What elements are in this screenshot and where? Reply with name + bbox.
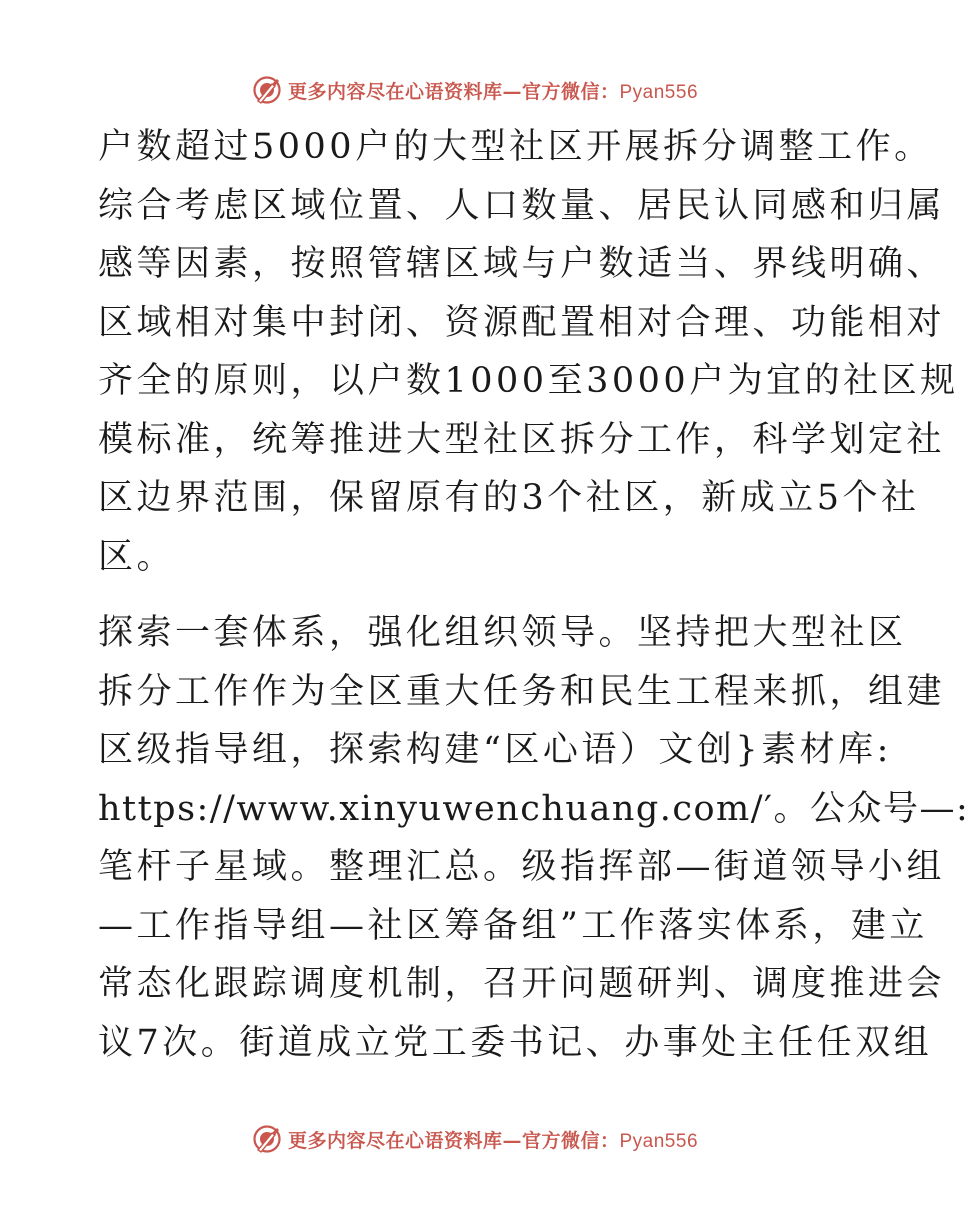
paragraph-gap — [98, 586, 858, 604]
text-line: 模标准，统筹推进大型社区拆分工作，科学划定社 — [98, 419, 946, 460]
text-line: —工作指导组—社区筹备组”工作落实体系，建立 — [98, 905, 928, 946]
header-watermark — [0, 70, 950, 110]
text-line: 齐全的原则，以户数1000至3000户为宜的社区规 — [98, 361, 959, 401]
text-line: 拆分工作作为全区重大任务和民生工程来抓，组建 — [98, 671, 946, 712]
pen-logo-icon — [252, 1124, 282, 1154]
text-line: 区域相对集中封闭、资源配置相对合理、功能相对 — [98, 302, 946, 343]
footer-watermark — [0, 1119, 950, 1159]
text-line: 议7次。街道成立党工委书记、办事处主任任双组 — [98, 1022, 933, 1063]
footer-watermark-text: 更多内容尽在心语资料库—官方微信：Pyan556 — [287, 1129, 699, 1152]
text-line: 笔杆子星域。整理汇总。级指挥部—街道领导小组 — [98, 847, 946, 887]
document-body — [98, 118, 969, 1072]
pen-logo-icon — [252, 75, 282, 105]
text-line: 户数超过5000户的大型社区开展拆分调整工作。 — [98, 127, 933, 167]
paragraph-2 — [98, 604, 969, 1072]
text-line: 常态化跟踪调度机制，召开问题研判、调度推进会 — [98, 964, 946, 1004]
header-watermark-text: 更多内容尽在心语资料库—官方微信：Pyan556 — [287, 80, 699, 103]
url-line: https://www.xinyuwenchuang.com/′。公众号—: — [98, 788, 969, 829]
text-line: 综合考虑区域位置、人口数量、居民认同感和归属 — [98, 185, 946, 226]
text-line: 区级指导组，探索构建“区心语）文创}素材库: — [98, 730, 892, 770]
text-line: 区。 — [98, 536, 176, 577]
text-line: 区边界范围，保留原有的3个社区，新成立5个社 — [98, 478, 920, 518]
paragraph-1 — [98, 118, 959, 586]
text-line: 探索一套体系，强化组织领导。坚持把大型社区 — [98, 613, 907, 653]
text-line: 感等因素，按照管辖区域与户数适当、界线明确、 — [98, 244, 946, 284]
